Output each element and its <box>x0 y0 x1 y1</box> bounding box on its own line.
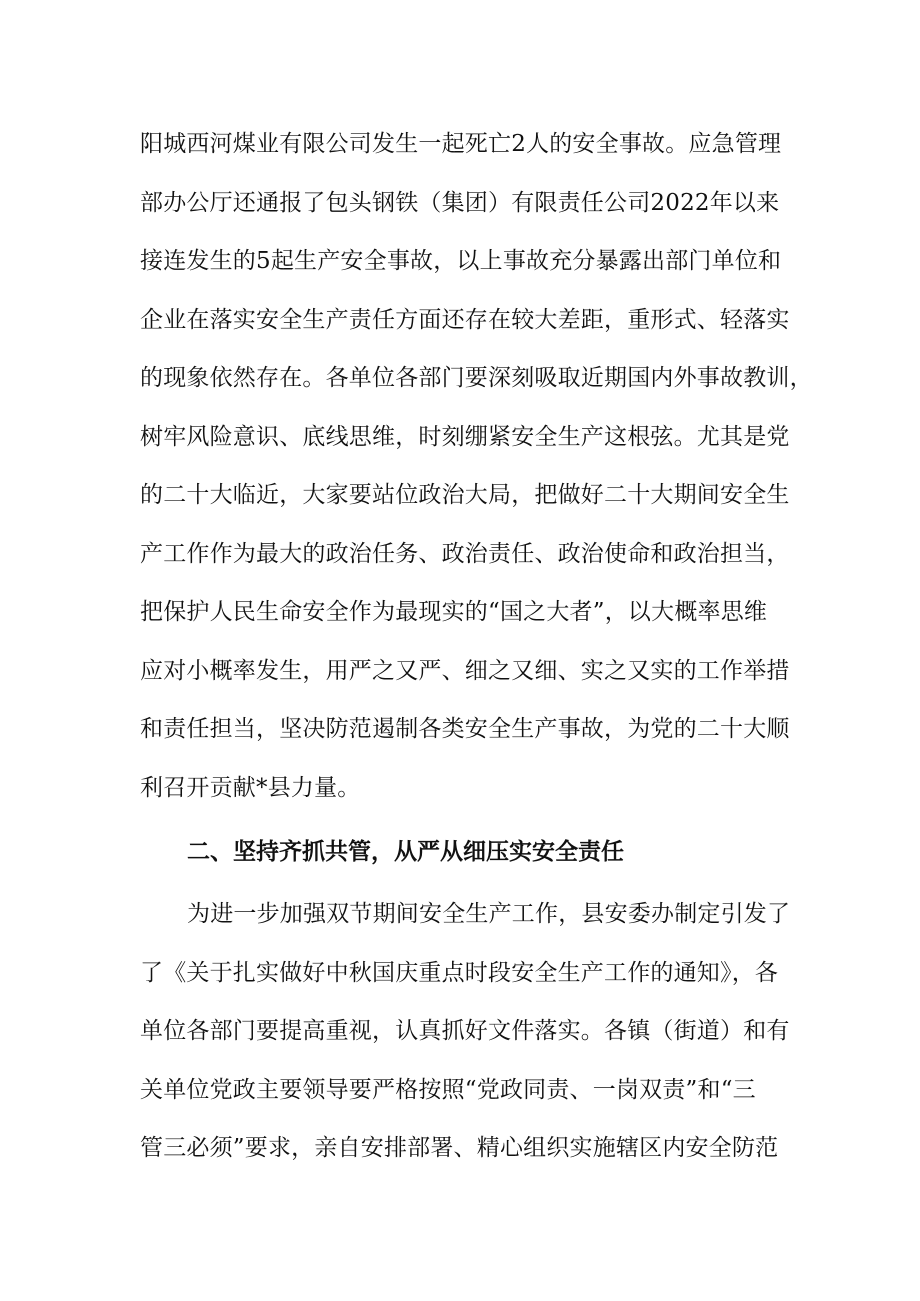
paragraph-line: 的二十大临近，大家要站位政治大局，把做好二十大期间安全生 <box>140 482 790 508</box>
paragraph-line: 关单位党政主要领导要严格按照“党政同责、一岗双责”和“三 <box>140 1077 756 1103</box>
paragraph-line: 管三必须”要求，亲自安排部署、精心组织实施辖区内安全防范 <box>140 1135 779 1161</box>
paragraph-line: 单位各部门要提高重视，认真抓好文件落实。各镇（街道）和有 <box>140 1018 790 1044</box>
paragraph-line: 和责任担当，坚决防范遏制各类安全生产事故，为党的二十大顺 <box>140 716 790 742</box>
paragraph-line: 应对小概率发生，用严之又严、细之又细、实之又实的工作举措 <box>140 658 790 684</box>
paragraph-line: 了《关于扎实做好中秋国庆重点时段安全生产工作的通知》，各 <box>140 960 779 986</box>
section-heading: 二、坚持齐抓共管，从严从细压实安全责任 <box>187 838 624 865</box>
paragraph-line: 利召开贡献*县力量。 <box>140 775 361 801</box>
paragraph-line: 为进一步加强双节期间安全生产工作，县安委办制定引发了 <box>187 901 791 927</box>
paragraph-line: 把保护人民生命安全作为最现实的“国之大者”，以大概率思维 <box>140 599 768 625</box>
paragraph-line: 产工作作为最大的政治任务、政治责任、政治使命和政治担当， <box>140 541 790 567</box>
paragraph-line: 企业在落实安全生产责任方面还存在较大差距，重形式、轻落实 <box>140 307 790 333</box>
paragraph-line: 接连发生的5起生产安全事故，以上事故充分暴露出部门单位和 <box>140 248 782 274</box>
paragraph-line: 阳城西河煤业有限公司发生一起死亡2人的安全事故。应急管理 <box>140 131 782 157</box>
paragraph-line: 的现象依然存在。各单位各部门要深刻吸取近期国内外事故教训， <box>140 365 813 391</box>
paragraph-line: 部办公厅还通报了包头钢铁（集团）有限责任公司2022年以来 <box>140 190 780 216</box>
paragraph-line: 树牢风险意识、底线思维，时刻绷紧安全生产这根弦。尤其是党 <box>140 424 790 450</box>
